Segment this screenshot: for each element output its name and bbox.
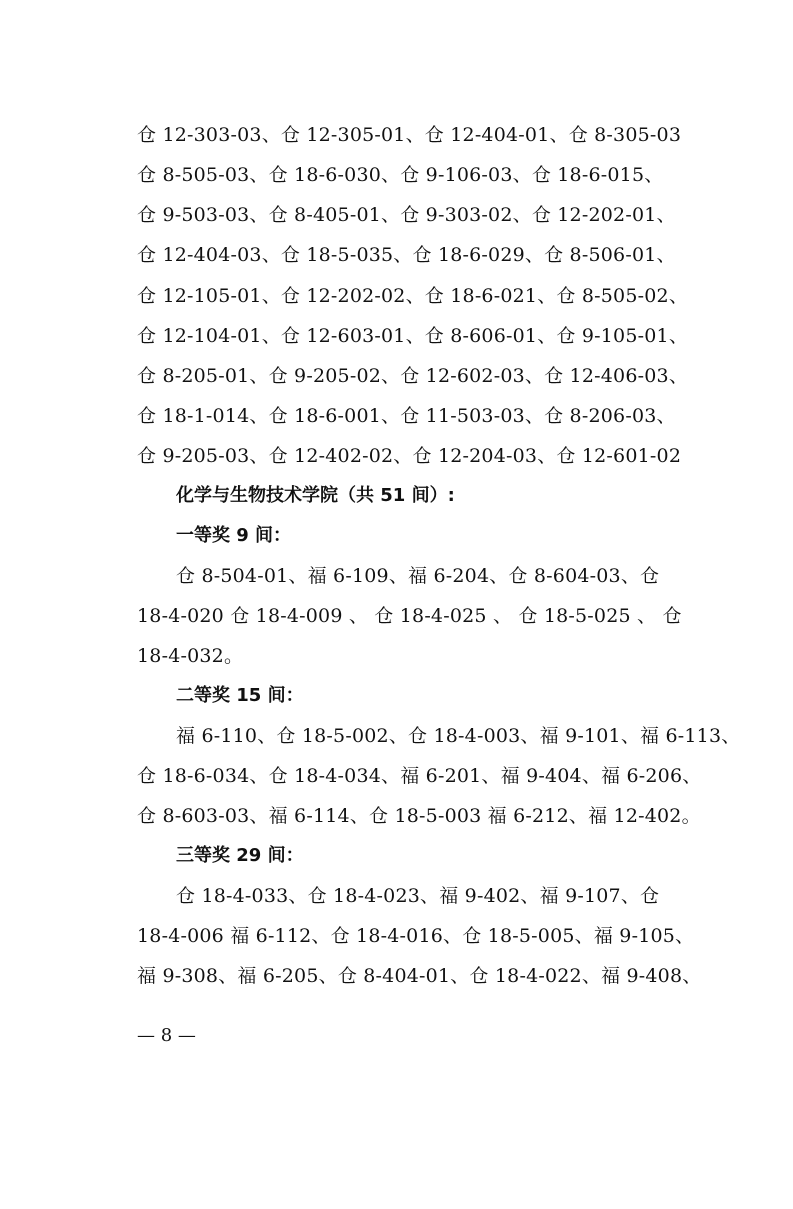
room-list-line: 仓 8-505-03、仓 18-6-030、仓 9-106-03、仓 18-6-015、 bbox=[137, 164, 664, 186]
room-list-line: 仓 8-205-01、仓 9-205-02、仓 12-602-03、仓 12-406-03、 bbox=[137, 365, 689, 387]
first-prize-heading: 一等奖 9 间： bbox=[176, 525, 292, 546]
third-prize-line: 仓 18-4-033、仓 18-4-023、福 9-402、福 9-107、仓 bbox=[176, 885, 660, 907]
room-list-line: 仓 9-205-03、仓 12-402-02、仓 12-204-03、仓 12-601-02 bbox=[137, 445, 682, 467]
room-list-line: 仓 12-105-01、仓 12-202-02、仓 18-6-021、仓 8-505-02、 bbox=[137, 285, 689, 307]
second-prize-line: 仓 8-603-03、福 6-114、仓 18-5-003 福 6-212、福 12-402。 bbox=[137, 805, 701, 827]
first-prize-line: 仓 8-504-01、福 6-109、福 6-204、仓 8-604-03、仓 bbox=[176, 565, 660, 587]
college-heading: 化学与生物技术学院（共 51 间）: bbox=[176, 485, 455, 506]
third-prize-line: 福 9-308、福 6-205、仓 8-404-01、仓 18-4-022、福 9-408、 bbox=[137, 965, 702, 987]
second-prize-heading: 二等奖 15 间： bbox=[176, 685, 304, 706]
room-list-line: 仓 12-404-03、仓 18-5-035、仓 18-6-029、仓 8-506-01、 bbox=[137, 244, 676, 266]
second-prize-line: 仓 18-6-034、仓 18-4-034、福 6-201、福 9-404、福 6-206、 bbox=[137, 765, 702, 787]
room-list-line: 仓 12-104-01、仓 12-603-01、仓 8-606-01、仓 9-105-01、 bbox=[137, 325, 689, 347]
room-list-line: 仓 9-503-03、仓 8-405-01、仓 9-303-02、仓 12-202-01、 bbox=[137, 204, 676, 226]
third-prize-heading: 三等奖 29 间： bbox=[176, 845, 304, 866]
first-prize-line: 18-4-020 仓 18-4-009 、 仓 18-4-025 、 仓 18-5-025 、 仓 bbox=[137, 605, 682, 627]
third-prize-line: 18-4-006 福 6-112、仓 18-4-016、仓 18-5-005、福 9-105、 bbox=[137, 925, 695, 947]
room-list-line: 仓 18-1-014、仓 18-6-001、仓 11-503-03、仓 8-206-03、 bbox=[137, 405, 676, 427]
page-number: — 8 — bbox=[137, 1025, 196, 1046]
second-prize-line: 福 6-110、仓 18-5-002、仓 18-4-003、福 9-101、福 6-113、 bbox=[176, 725, 741, 747]
first-prize-line: 18-4-032。 bbox=[137, 645, 244, 667]
room-list-line: 仓 12-303-03、仓 12-305-01、仓 12-404-01、仓 8-305-03 bbox=[137, 124, 682, 146]
